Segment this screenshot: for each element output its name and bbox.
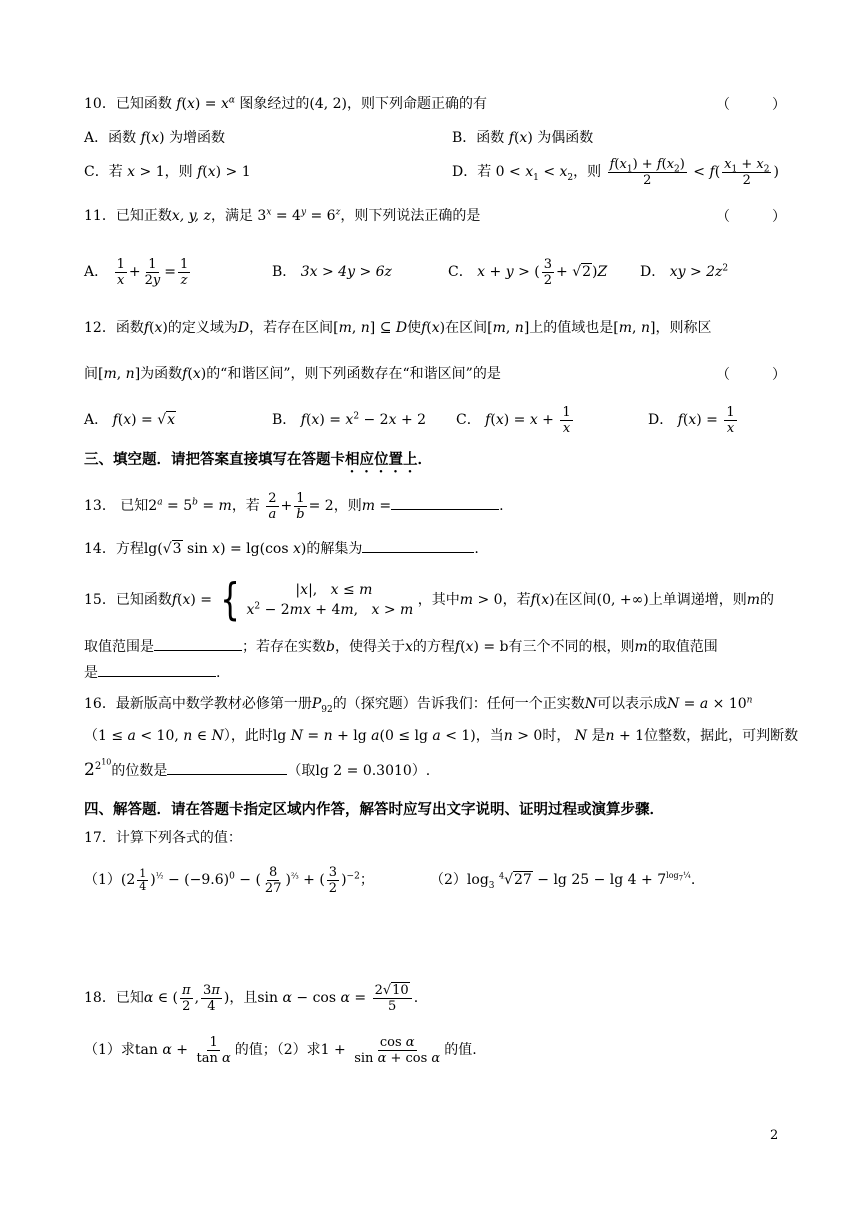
q11-stem: 11．已知正数x, y, z，满足 $3^x = 4^y = 6^z$，则下列说法正确的是 bbox=[84, 207, 481, 224]
q10-option-a: A．函数 f(x) 为增函数 bbox=[84, 130, 226, 146]
q13: 13． 已知$2^a = 5^b = m$，若 $\frac{2}{a}$ + $\frac{1}{b}$ = 2，则m = . bbox=[84, 490, 504, 522]
q12-option-a: A． f(x) = √x bbox=[84, 412, 176, 428]
answer-bracket: （ ） bbox=[716, 97, 786, 113]
section-4-title: 四、解答题．请在答题卡指定区域内作答，解答时应写出文字说明、证明过程或演算步骤． bbox=[84, 802, 664, 818]
q17-part1: （1）(2 $\frac{1}{4}$ )$^{\frac{1}{2}} - (-9.6)^0$ − ( $\frac{8}{27}$ )$^{\frac{2}{3}}$ + ( $\frac{3}{2}$ )$^{-2}$； bbox=[84, 864, 374, 896]
q10-option-b: B．函数 f(x) 为偶函数 bbox=[452, 130, 594, 146]
q10-option-d: D．若 $0 < x_1 < x_2$，则 $\frac{f(x_1) + f(x_2)}{2}$ < f( $\frac{x_1 + x_2}{2}$ ) bbox=[452, 156, 779, 188]
q17-part2: $(2)\log_3$ $^4√27 - \lg 25 - \lg 4 + 7^{log_7\frac{1}{4}}$. bbox=[430, 871, 696, 891]
q15-line3: 是 . bbox=[84, 662, 220, 683]
q15-line2: 取值范围是 ；若存在实数b，使得关于x的方程f(x) = b有三个不同的根，则m的取值范围 bbox=[84, 636, 718, 657]
q12-stem-line1: 12．函数f(x)的定义域为D，若存在区间[m, n] ⊆ D使f(x)在区间[m, n]上的值域也是[m, n]，则称区 bbox=[84, 320, 712, 336]
q17-stem: 17．计算下列各式的值： bbox=[84, 830, 242, 846]
q14: 14．方程lg(√3 sin x) = lg(cos x)的解集为 . bbox=[84, 538, 479, 559]
q10-stem: 10．已知函数 $f(x) = x^\alpha$ 图象经过的(4, 2)，则下列命题正确的有 bbox=[84, 95, 488, 112]
q16-line1: 16．最新版高中数学教材必修第一册$P_{92}$的（探究题）告诉我们：任何一个正实数N可以表示成$N = a \times 10^n$ bbox=[84, 695, 753, 715]
q10-option-c: C．若 x > 1，则 f(x) > 1 bbox=[84, 164, 251, 180]
q11-option-a: A． $\frac{1}{x}$ + $\frac{1}{2y}$ = $\frac{1}{z}$ bbox=[84, 256, 189, 288]
q12-option-d: D． f(x) = $\frac{1}{x}$ bbox=[648, 404, 735, 436]
q11-option-d: D． xy > $2z^2$ bbox=[640, 263, 729, 280]
q11-option-c: C． x + y > ( $\frac{3}{2}$ + √2)Z bbox=[448, 256, 608, 288]
answer-bracket: （ ） bbox=[716, 367, 786, 383]
q15-line1: 15．已知函数f(x) = { |x|, x ≤ m $x^2 - 2mx + 4m$, x > m ，其中m > 0，若f(x)在区间(0, +∞)上单调递增，则m的 bbox=[84, 574, 775, 625]
answer-bracket: （ ） bbox=[716, 209, 786, 225]
q16-line3: $2^{2^{10}}$的位数是 （取lg 2 = 0.3010）. bbox=[84, 758, 431, 780]
q12-stem-line2: 间[m, n]为函数f(x)的“和谐区间”，则下列函数存在“和谐区间”的是 bbox=[84, 366, 501, 382]
section-3-title: 三、填空题．请把答案直接填写在答题卡相应位置上． bbox=[84, 452, 432, 468]
q12-option-c: C． f(x) = x + $\frac{1}{x}$ bbox=[456, 404, 571, 436]
q16-line2: （1 ≤ a < 10, n ∈ N），此时lg N = n + lg a(0 ≤ lg a < 1)，当n > 0时， N 是n + 1位整数，据此，可判断数 bbox=[84, 728, 799, 744]
page-number: 2 bbox=[770, 1128, 779, 1143]
q11-option-b: B． 3x > 4y > 6z bbox=[272, 264, 392, 280]
q18-parts: （1）求tan α + $\frac{1}{\text{tan α}}$ 的值；（2）求1 + $\frac{\text{cos α}}{\text{sin α + cos α}}$ 的值. bbox=[84, 1034, 477, 1066]
q18-stem: 18．已知α ∈ ( $\frac{\pi}{2}$ , $\frac{3\pi}{4}$ )，且sin α − cos α = $\frac{2√10}{5}$ . bbox=[84, 982, 419, 1014]
q12-option-b: B． $f(x) = x^2 - 2x + 2$ bbox=[272, 411, 427, 428]
